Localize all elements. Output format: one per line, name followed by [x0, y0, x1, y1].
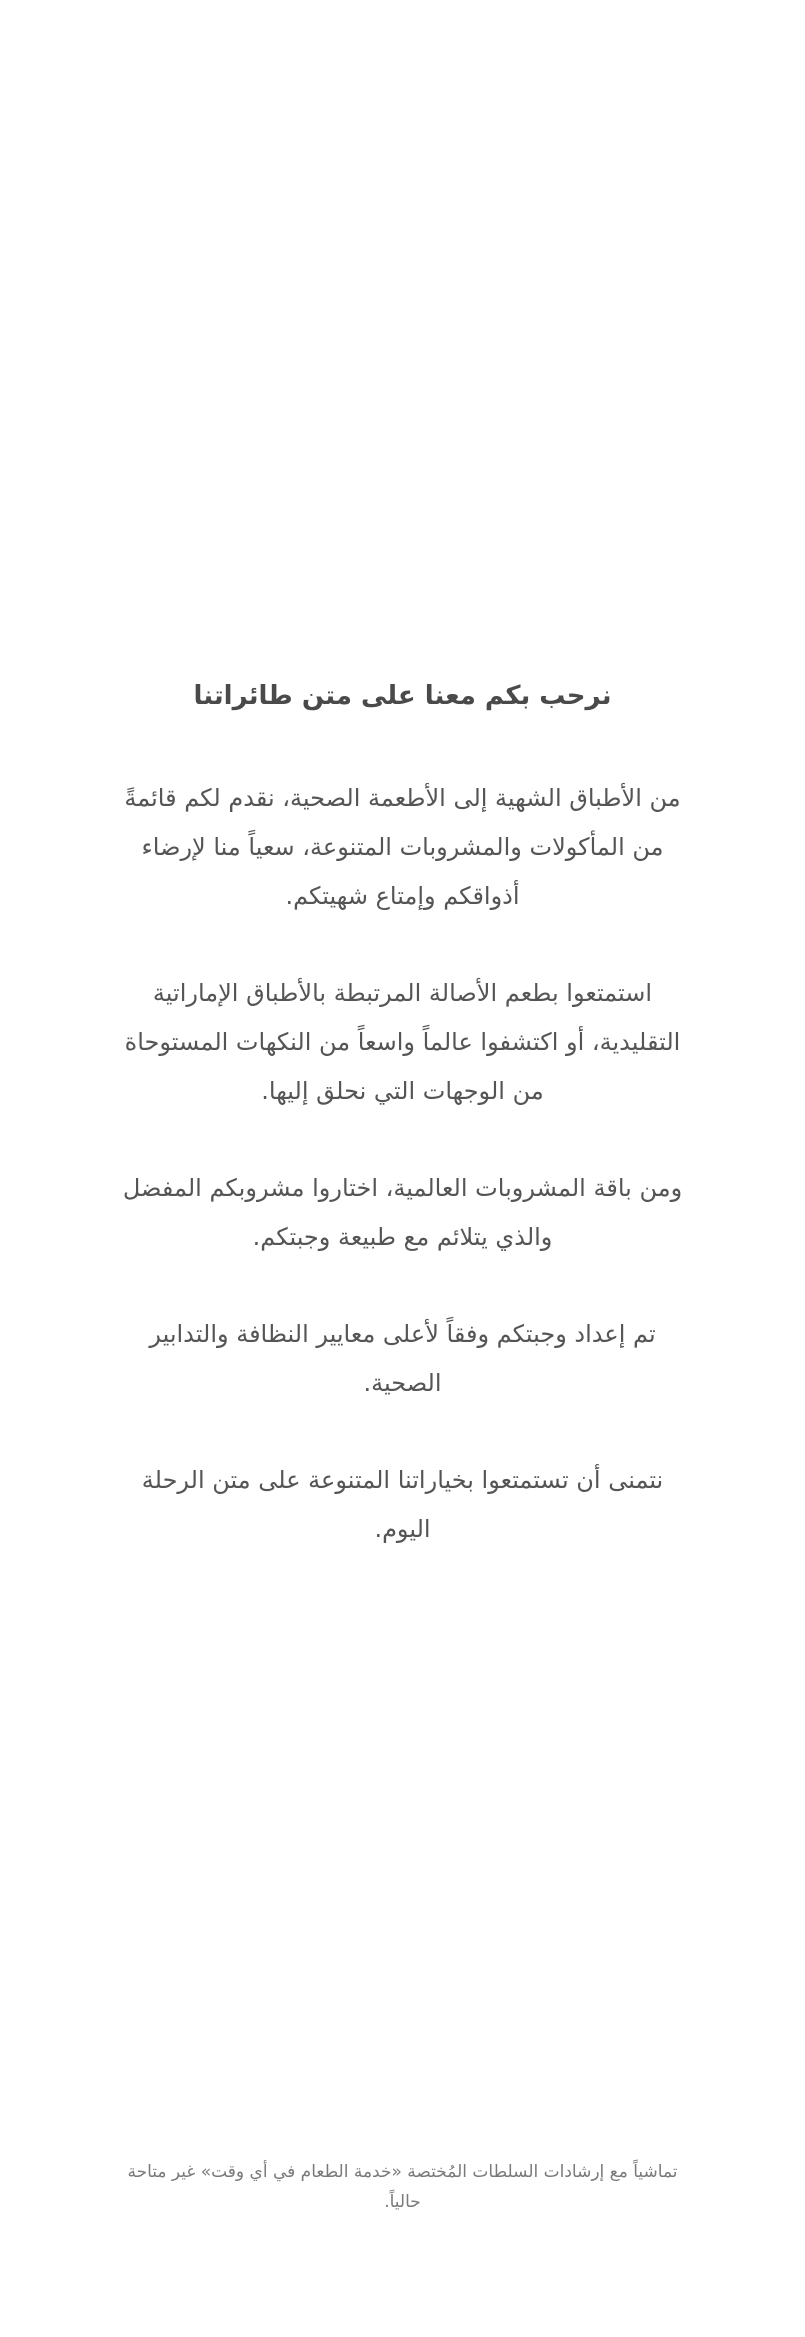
intro-paragraph: من الأطباق الشهية إلى الأطعمة الصحية، نقدم لكم قائمةً من المأكولات والمشروبات المتنوعة، سعياً منا لإرضاء أذواقكم وإمتاع شهيتكم.: [124, 783, 681, 910]
welcome-section: [110, 680, 695, 1602]
welcome-heading: نرحب بكم معنا على متن طائراتنا: [193, 681, 612, 711]
closing-paragraph: نتمنى أن تستمتعوا بخياراتنا المتنوعة على متن الرحلة اليوم.: [141, 1465, 664, 1543]
service-availability-note: تماشياً مع إرشادات السلطات المُختصة «خدمة الطعام في أي وقت» غير متاحة حالياً.: [127, 2162, 678, 2212]
hygiene-paragraph: تم إعداد وجبتكم وفقاً لأعلى معايير النظافة والتدابير الصحية.: [149, 1319, 656, 1397]
emirati-dishes-paragraph: استمتعوا بطعم الأصالة المرتبطة بالأطباق الإماراتية التقليدية، أو اكتشفوا عالماً واسعاً من النكهات المستوحاة من الوجهات التي نحلق إليها.: [124, 978, 681, 1105]
beverages-paragraph: ومن باقة المشروبات العالمية، اختاروا مشروبكم المفضل والذي يتلائم مع طبيعة وجبتكم.: [122, 1173, 683, 1251]
